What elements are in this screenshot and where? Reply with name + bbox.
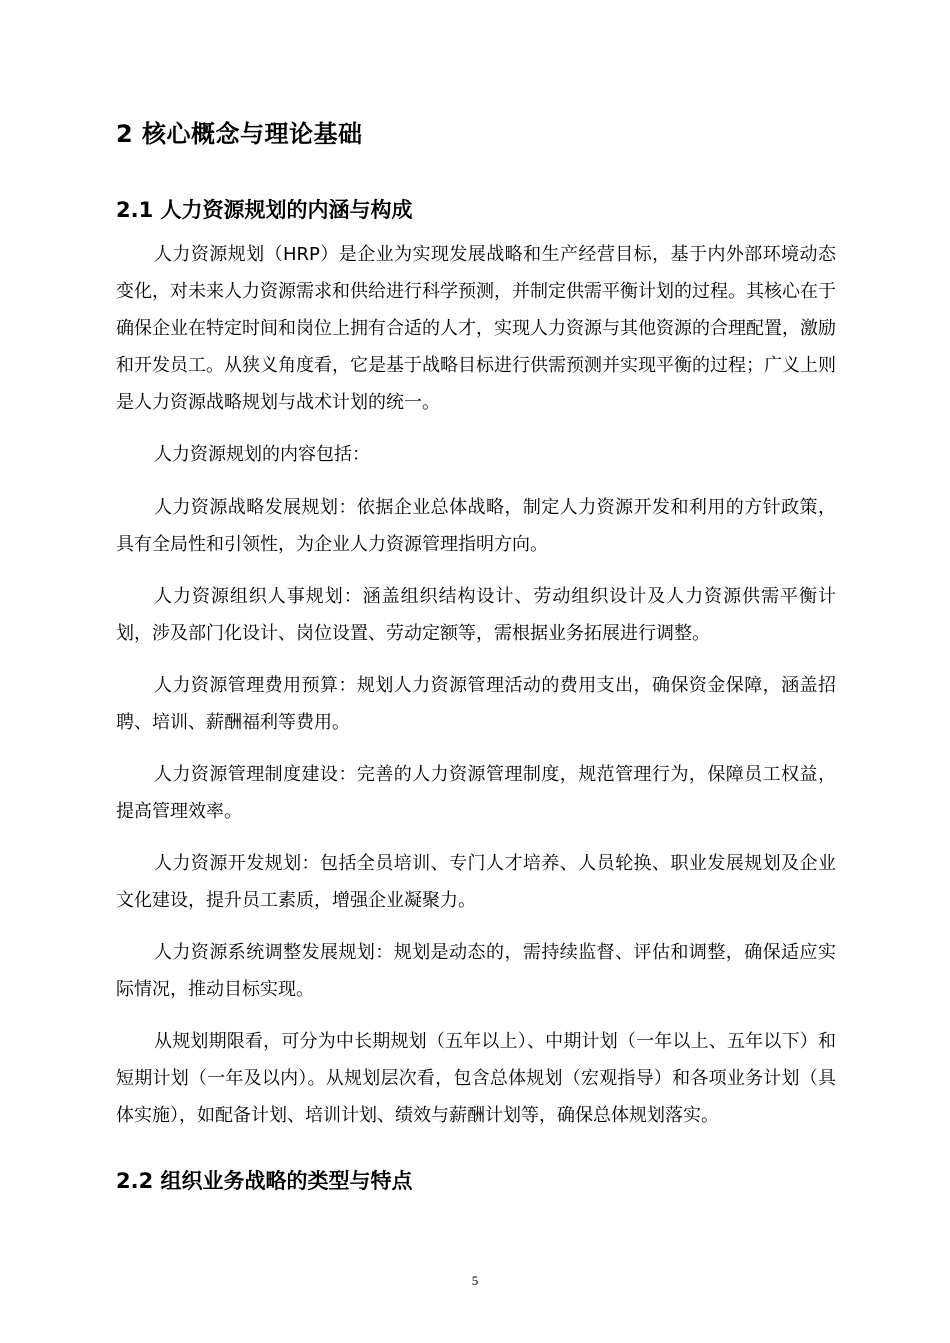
chapter-title: 2 核心概念与理论基础	[116, 120, 363, 148]
paragraph-hrp-definition: 人力资源规划（HRP）是企业为实现发展战略和生产经营目标，基于内外部环境动态变化，对未来人力资源需求和供给进行科学预测，并制定供需平衡计划的过程。其核心在于确保企业在特定时间和岗位上拥有合适的人才，实现人力资源与其他资源的合理配置，激励和开发员工。从狭义角度看，它是基于战略目标进行供需预测并实现平衡的过程；广义上则是人力资源战略规划与战术计划的统一。	[116, 244, 836, 413]
paragraph-system-building: 人力资源管理制度建设：完善的人力资源管理制度，规范管理行为，保障员工权益，提高管理效率。	[116, 764, 836, 822]
paragraph-plan-periods: 从规划期限看，可分为中长期规划（五年以上）、中期计划（一年以上、五年以下）和短期计划（一年及以内）。从规划层次看，包含总体规划（宏观指导）和各项业务计划（具体实施），如配备计划、培训计划、绩效与薪酬计划等，确保总体规划落实。	[116, 1031, 836, 1126]
paragraph-adjustment-plan: 人力资源系统调整发展规划：规划是动态的，需持续监督、评估和调整，确保适应实际情况，推动目标实现。	[116, 942, 836, 1000]
paragraph-organization-plan: 人力资源组织人事规划：涵盖组织结构设计、劳动组织设计及人力资源供需平衡计划，涉及部门化设计、岗位设置、劳动定额等，需根据业务拓展进行调整。	[116, 586, 836, 644]
section-title-2-1: 2.1 人力资源规划的内涵与构成	[116, 198, 413, 222]
page-number: 5	[471, 1273, 479, 1288]
paragraph-development-plan: 人力资源开发规划：包括全员培训、专门人才培养、人员轮换、职业发展规划及企业文化建设，提升员工素质，增强企业凝聚力。	[116, 853, 836, 911]
paragraph-strategic-plan: 人力资源战略发展规划：依据企业总体战略，制定人力资源开发和利用的方针政策，具有全局性和引领性，为企业人力资源管理指明方向。	[116, 497, 836, 555]
paragraph-content-intro: 人力资源规划的内容包括：	[154, 444, 370, 465]
section-title-2-2: 2.2 组织业务战略的类型与特点	[116, 1169, 413, 1193]
paragraph-budget-plan: 人力资源管理费用预算：规划人力资源管理活动的费用支出，确保资金保障，涵盖招聘、培训、薪酬福利等费用。	[116, 675, 836, 733]
